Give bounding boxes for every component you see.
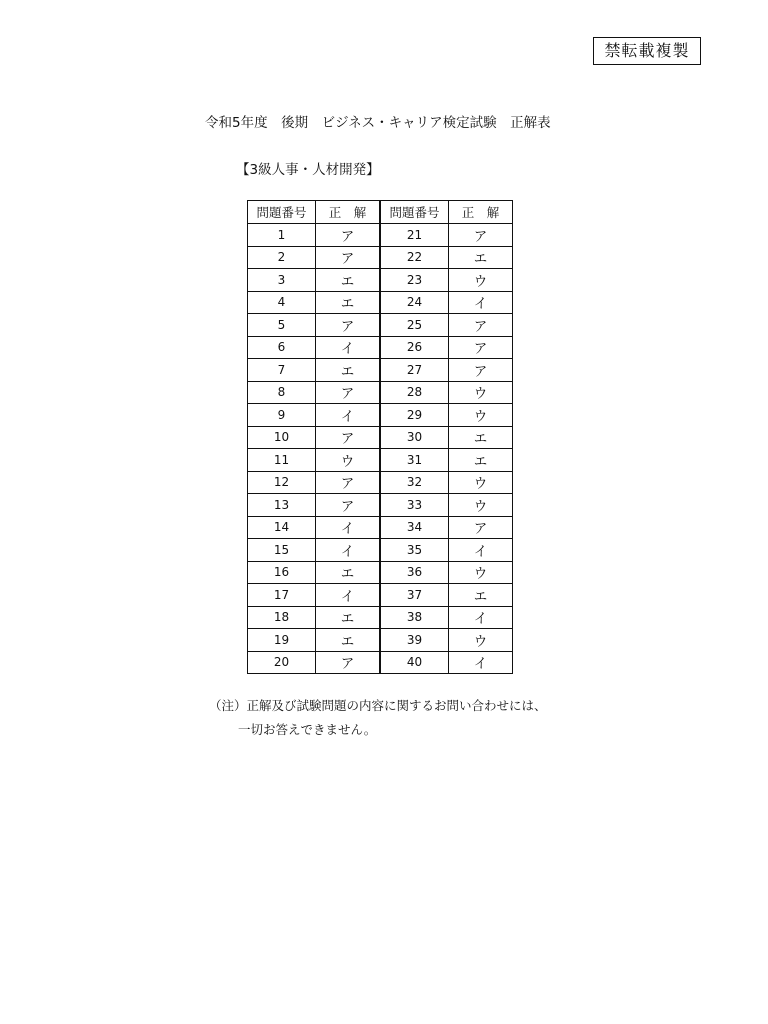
- question-number-cell: 6: [248, 336, 316, 359]
- table-row: [248, 651, 513, 674]
- question-number-cell: 25: [380, 314, 449, 337]
- answer-cell: ウ: [449, 471, 513, 494]
- table-row: [248, 404, 513, 427]
- question-number-cell: 11: [248, 449, 316, 472]
- answer-cell: エ: [316, 561, 381, 584]
- answer-table-body: [248, 224, 513, 674]
- answer-cell: エ: [316, 291, 381, 314]
- question-number-cell: 22: [380, 246, 449, 269]
- question-number-cell: 9: [248, 404, 316, 427]
- answer-table-header-row: [248, 201, 513, 224]
- question-number-cell: 26: [380, 336, 449, 359]
- table-row: [248, 269, 513, 292]
- table-row: [248, 314, 513, 337]
- answer-cell: ウ: [449, 629, 513, 652]
- question-number-cell: 28: [380, 381, 449, 404]
- question-number-cell: 4: [248, 291, 316, 314]
- table-row: [248, 629, 513, 652]
- question-number-cell: 24: [380, 291, 449, 314]
- question-number-cell: 16: [248, 561, 316, 584]
- answer-cell: イ: [316, 336, 381, 359]
- answer-cell: エ: [316, 629, 381, 652]
- header-question-number-2: 問題番号: [380, 201, 449, 224]
- answer-cell: ア: [316, 426, 381, 449]
- answer-cell: ア: [316, 494, 381, 517]
- answer-cell: ウ: [449, 561, 513, 584]
- question-number-cell: 3: [248, 269, 316, 292]
- question-number-cell: 2: [248, 246, 316, 269]
- table-row: [248, 381, 513, 404]
- table-row: [248, 606, 513, 629]
- question-number-cell: 29: [380, 404, 449, 427]
- table-row: [248, 449, 513, 472]
- answer-cell: イ: [449, 291, 513, 314]
- header-answer-2: 正 解: [449, 201, 513, 224]
- answer-cell: ア: [316, 314, 381, 337]
- answer-cell: エ: [316, 269, 381, 292]
- answer-cell: ウ: [449, 494, 513, 517]
- table-row: [248, 494, 513, 517]
- no-reproduction-stamp: 禁転載複製: [593, 37, 701, 65]
- question-number-cell: 15: [248, 539, 316, 562]
- answer-cell: イ: [316, 584, 381, 607]
- question-number-cell: 39: [380, 629, 449, 652]
- answer-cell: ア: [449, 359, 513, 382]
- answer-cell: ア: [316, 651, 381, 674]
- question-number-cell: 19: [248, 629, 316, 652]
- answer-cell: ウ: [449, 404, 513, 427]
- answer-cell: ア: [449, 336, 513, 359]
- question-number-cell: 13: [248, 494, 316, 517]
- answer-cell: イ: [449, 539, 513, 562]
- answer-cell: イ: [316, 539, 381, 562]
- question-number-cell: 33: [380, 494, 449, 517]
- question-number-cell: 20: [248, 651, 316, 674]
- question-number-cell: 23: [380, 269, 449, 292]
- question-number-cell: 8: [248, 381, 316, 404]
- answer-table: [247, 200, 513, 674]
- answer-cell: エ: [449, 426, 513, 449]
- table-row: [248, 539, 513, 562]
- answer-cell: ア: [316, 246, 381, 269]
- table-row: [248, 224, 513, 247]
- question-number-cell: 36: [380, 561, 449, 584]
- question-number-cell: 17: [248, 584, 316, 607]
- question-number-cell: 32: [380, 471, 449, 494]
- header-question-number-1: 問題番号: [248, 201, 316, 224]
- answer-cell: エ: [449, 584, 513, 607]
- question-number-cell: 12: [248, 471, 316, 494]
- answer-cell: ア: [449, 224, 513, 247]
- table-row: [248, 561, 513, 584]
- answer-cell: イ: [449, 606, 513, 629]
- note-line-2: 一切お答えできません。: [238, 722, 377, 737]
- document-title: 令和5年度 後期 ビジネス・キャリア検定試験 正解表: [205, 115, 551, 131]
- question-number-cell: 14: [248, 516, 316, 539]
- table-row: [248, 584, 513, 607]
- question-number-cell: 27: [380, 359, 449, 382]
- question-number-cell: 37: [380, 584, 449, 607]
- table-row: [248, 246, 513, 269]
- header-answer-1: 正 解: [316, 201, 381, 224]
- answer-cell: イ: [449, 651, 513, 674]
- question-number-cell: 1: [248, 224, 316, 247]
- question-number-cell: 7: [248, 359, 316, 382]
- table-row: [248, 291, 513, 314]
- question-number-cell: 10: [248, 426, 316, 449]
- question-number-cell: 5: [248, 314, 316, 337]
- answer-cell: ウ: [449, 269, 513, 292]
- table-row: [248, 516, 513, 539]
- table-row: [248, 426, 513, 449]
- table-row: [248, 359, 513, 382]
- question-number-cell: 31: [380, 449, 449, 472]
- question-number-cell: 38: [380, 606, 449, 629]
- answer-cell: エ: [316, 606, 381, 629]
- answer-cell: ア: [449, 314, 513, 337]
- answer-cell: ア: [449, 516, 513, 539]
- note-line-1: （注）正解及び試験問題の内容に関するお問い合わせには、: [209, 698, 547, 713]
- answer-cell: イ: [316, 404, 381, 427]
- question-number-cell: 35: [380, 539, 449, 562]
- question-number-cell: 40: [380, 651, 449, 674]
- answer-cell: ア: [316, 381, 381, 404]
- answer-cell: エ: [316, 359, 381, 382]
- answer-cell: ア: [316, 471, 381, 494]
- answer-cell: イ: [316, 516, 381, 539]
- question-number-cell: 34: [380, 516, 449, 539]
- exam-category: 【3級人事・人材開発】: [236, 162, 380, 178]
- table-row: [248, 471, 513, 494]
- table-row: [248, 336, 513, 359]
- question-number-cell: 18: [248, 606, 316, 629]
- answer-cell: ウ: [449, 381, 513, 404]
- answer-cell: ウ: [316, 449, 381, 472]
- answer-cell: ア: [316, 224, 381, 247]
- question-number-cell: 21: [380, 224, 449, 247]
- question-number-cell: 30: [380, 426, 449, 449]
- answer-cell: エ: [449, 246, 513, 269]
- answer-cell: エ: [449, 449, 513, 472]
